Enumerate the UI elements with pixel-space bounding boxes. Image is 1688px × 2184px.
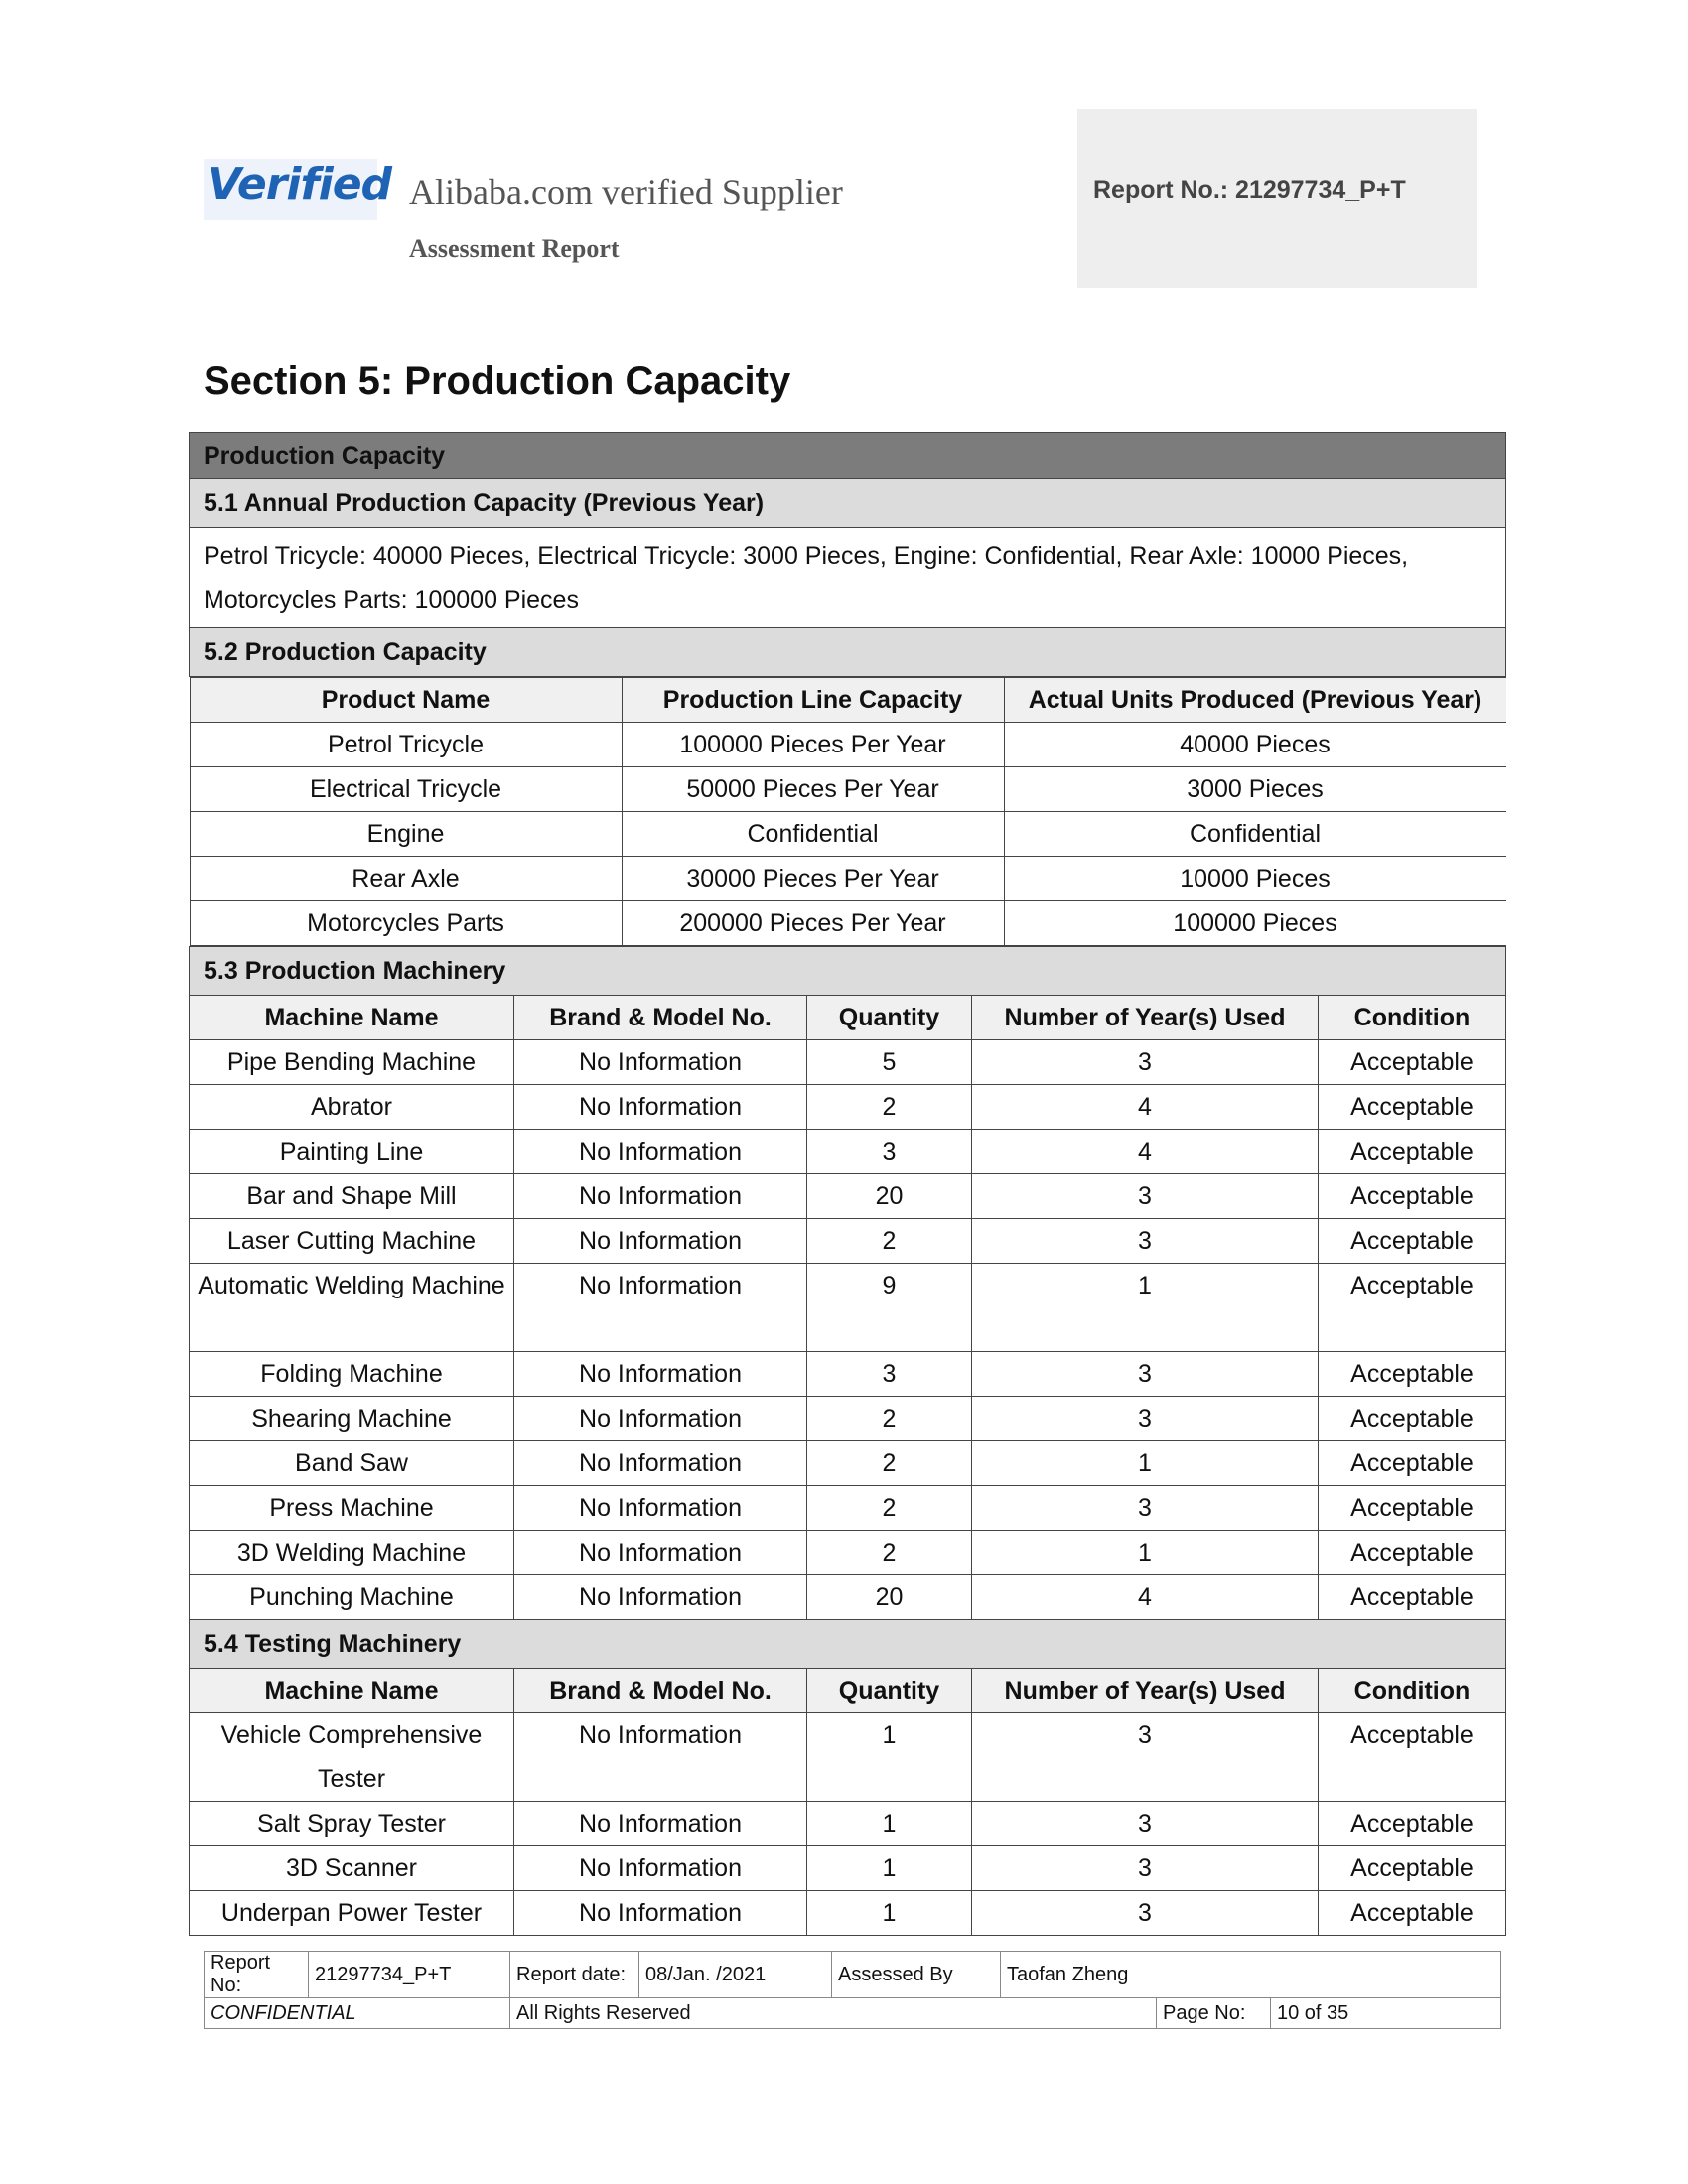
section-title: Section 5: Production Capacity — [204, 359, 791, 403]
table-cell: No Information — [514, 1397, 807, 1441]
table-cell: Acceptable — [1319, 1352, 1506, 1397]
section-5-1-text: Petrol Tricycle: 40000 Pieces, Electrical Tricycle: 3000 Pieces, Engine: Confidential, Rear Axle: 10000 Pieces, Motorcycles Parts: 100000 Pieces — [190, 528, 1506, 628]
table-cell: Automatic Welding Machine — [190, 1264, 514, 1352]
table-cell: Press Machine — [190, 1486, 514, 1531]
table-cell: 40000 Pieces — [1004, 723, 1506, 767]
section-5-2-wrapper — [190, 677, 1506, 947]
table-cell: 2 — [807, 1531, 972, 1575]
table-cell: Acceptable — [1319, 1441, 1506, 1486]
table-cell: 3 — [972, 1219, 1319, 1264]
table-cell: 3 — [807, 1352, 972, 1397]
table-cell: No Information — [514, 1085, 807, 1130]
section-5-2-header-row — [190, 678, 1506, 723]
table-cell: Acceptable — [1319, 1040, 1506, 1085]
table-cell: Punching Machine — [190, 1575, 514, 1620]
table-cell: Confidential — [622, 812, 1004, 857]
verified-logo — [204, 159, 392, 220]
col-condition: Condition — [1319, 1669, 1506, 1713]
table-row — [190, 857, 1506, 901]
table-row — [190, 767, 1506, 812]
footer-page: 10 of 35 — [1271, 1998, 1501, 2029]
section-5-2-table — [190, 677, 1506, 946]
table-cell: Laser Cutting Machine — [190, 1219, 514, 1264]
table-row — [190, 723, 1506, 767]
table-cell: Acceptable — [1319, 1174, 1506, 1219]
table-cell: 100000 Pieces — [1004, 901, 1506, 946]
table-cell: No Information — [514, 1219, 807, 1264]
table-cell: 4 — [972, 1130, 1319, 1174]
table-row — [190, 1130, 1506, 1174]
table-cell: 3 — [972, 1352, 1319, 1397]
table-cell: Confidential — [1004, 812, 1506, 857]
table-cell: Acceptable — [1319, 1085, 1506, 1130]
col-years-used: Number of Year(s) Used — [972, 1669, 1319, 1713]
table-cell: No Information — [514, 1891, 807, 1936]
table-cell: No Information — [514, 1575, 807, 1620]
header-title: Alibaba.com verified Supplier — [409, 172, 843, 211]
table-row — [190, 1441, 1506, 1486]
table-cell: 3 — [972, 1713, 1319, 1802]
table-cell: 9 — [807, 1264, 972, 1352]
table-cell: Acceptable — [1319, 1219, 1506, 1264]
section-5-1-title: 5.1 Annual Production Capacity (Previous Year) — [190, 479, 1506, 528]
col-brand-model: Brand & Model No. — [514, 1669, 807, 1713]
table-row — [190, 1713, 1506, 1802]
table-cell: 3 — [972, 1040, 1319, 1085]
table-cell: 20 — [807, 1575, 972, 1620]
table-cell: 4 — [972, 1575, 1319, 1620]
col-brand-model: Brand & Model No. — [514, 996, 807, 1040]
table-cell: No Information — [514, 1264, 807, 1352]
table-row — [190, 1486, 1506, 1531]
table-row — [190, 1891, 1506, 1936]
table-cell: 3 — [972, 1397, 1319, 1441]
col-line-capacity: Production Line Capacity — [622, 678, 1004, 723]
table-row — [190, 812, 1506, 857]
s53-header-row — [190, 996, 1506, 1040]
col-years-used: Number of Year(s) Used — [972, 996, 1319, 1040]
section-5-2-title: 5.2 Production Capacity — [190, 628, 1506, 677]
table-cell: Acceptable — [1319, 1130, 1506, 1174]
col-quantity: Quantity — [807, 1669, 972, 1713]
report-number: Report No.: 21297734_P+T — [1093, 176, 1406, 204]
s54-header-row — [190, 1669, 1506, 1713]
table-row — [190, 1397, 1506, 1441]
section-5-3-title: 5.3 Production Machinery — [190, 947, 1506, 996]
table-cell: 2 — [807, 1085, 972, 1130]
table-cell: 1 — [807, 1846, 972, 1891]
table-cell: 2 — [807, 1219, 972, 1264]
footer-report-no-label: Report No: — [205, 1952, 309, 1998]
col-product-name: Product Name — [190, 678, 622, 723]
section-5-4-title: 5.4 Testing Machinery — [190, 1620, 1506, 1669]
logo-text: Verified — [208, 159, 392, 209]
table-cell: 2 — [807, 1397, 972, 1441]
table-cell: Acceptable — [1319, 1891, 1506, 1936]
table-cell: 30000 Pieces Per Year — [622, 857, 1004, 901]
table-cell: No Information — [514, 1352, 807, 1397]
table-cell: 2 — [807, 1441, 972, 1486]
footer-rights: All Rights Reserved — [510, 1998, 1157, 2029]
table-row — [190, 901, 1506, 946]
table-cell: 1 — [972, 1531, 1319, 1575]
table-cell: Acceptable — [1319, 1575, 1506, 1620]
table-row — [190, 1085, 1506, 1130]
header-subtitle: Assessment Report — [409, 234, 620, 263]
table-cell: 3 — [972, 1846, 1319, 1891]
table-cell: No Information — [514, 1531, 807, 1575]
production-capacity-table — [189, 432, 1506, 1936]
table-cell: 1 — [972, 1264, 1319, 1352]
footer-report-date: 08/Jan. /2021 — [639, 1952, 832, 1998]
table-cell: Folding Machine — [190, 1352, 514, 1397]
table-band-title: Production Capacity — [190, 433, 1506, 479]
footer-assessed-by-label: Assessed By — [832, 1952, 1001, 1998]
table-cell: Acceptable — [1319, 1264, 1506, 1352]
col-machine-name: Machine Name — [190, 996, 514, 1040]
table-row — [190, 1264, 1506, 1352]
table-row — [190, 1040, 1506, 1085]
table-cell: 3D Scanner — [190, 1846, 514, 1891]
table-cell: Acceptable — [1319, 1802, 1506, 1846]
table-cell: Painting Line — [190, 1130, 514, 1174]
table-cell: No Information — [514, 1713, 807, 1802]
table-cell: Underpan Power Tester — [190, 1891, 514, 1936]
footer-table — [204, 1951, 1501, 2029]
table-cell: 5 — [807, 1040, 972, 1085]
table-cell: Acceptable — [1319, 1713, 1506, 1802]
table-cell: Engine — [190, 812, 622, 857]
table-row — [190, 1802, 1506, 1846]
col-machine-name: Machine Name — [190, 1669, 514, 1713]
table-row — [190, 1575, 1506, 1620]
table-cell: No Information — [514, 1802, 807, 1846]
table-cell: 1 — [972, 1441, 1319, 1486]
table-cell: No Information — [514, 1846, 807, 1891]
footer-report-date-label: Report date: — [510, 1952, 639, 1998]
col-condition: Condition — [1319, 996, 1506, 1040]
table-cell: 3 — [972, 1486, 1319, 1531]
table-row — [190, 1219, 1506, 1264]
table-cell: 3 — [807, 1130, 972, 1174]
table-cell: 1 — [807, 1713, 972, 1802]
table-cell: 20 — [807, 1174, 972, 1219]
report-number-box — [1077, 109, 1477, 288]
table-cell: No Information — [514, 1174, 807, 1219]
table-cell: 200000 Pieces Per Year — [622, 901, 1004, 946]
table-cell: No Information — [514, 1486, 807, 1531]
table-cell: 1 — [807, 1891, 972, 1936]
table-cell: Pipe Bending Machine — [190, 1040, 514, 1085]
table-row — [190, 1352, 1506, 1397]
table-cell: Motorcycles Parts — [190, 901, 622, 946]
table-cell: 3 — [972, 1174, 1319, 1219]
footer-page-label: Page No: — [1157, 1998, 1271, 2029]
footer-confidential: CONFIDENTIAL — [205, 1998, 510, 2029]
table-cell: 3 — [972, 1802, 1319, 1846]
table-cell: Rear Axle — [190, 857, 622, 901]
table-cell: No Information — [514, 1040, 807, 1085]
table-cell: Electrical Tricycle — [190, 767, 622, 812]
footer-assessed-by: Taofan Zheng — [1001, 1952, 1501, 1998]
table-cell: Abrator — [190, 1085, 514, 1130]
footer-report-no: 21297734_P+T — [309, 1952, 510, 1998]
table-cell: Acceptable — [1319, 1397, 1506, 1441]
table-cell: Vehicle Comprehensive Tester — [190, 1713, 514, 1802]
table-row — [190, 1174, 1506, 1219]
table-cell: Band Saw — [190, 1441, 514, 1486]
table-cell: 3D Welding Machine — [190, 1531, 514, 1575]
table-cell: Acceptable — [1319, 1846, 1506, 1891]
table-cell: 100000 Pieces Per Year — [622, 723, 1004, 767]
table-cell: 10000 Pieces — [1004, 857, 1506, 901]
table-cell: 50000 Pieces Per Year — [622, 767, 1004, 812]
table-row — [190, 1846, 1506, 1891]
table-cell: 2 — [807, 1486, 972, 1531]
table-cell: 4 — [972, 1085, 1319, 1130]
table-cell: 1 — [807, 1802, 972, 1846]
table-cell: Bar and Shape Mill — [190, 1174, 514, 1219]
table-cell: Petrol Tricycle — [190, 723, 622, 767]
table-row — [190, 1531, 1506, 1575]
col-quantity: Quantity — [807, 996, 972, 1040]
table-cell: Acceptable — [1319, 1486, 1506, 1531]
col-actual-units: Actual Units Produced (Previous Year) — [1004, 678, 1506, 723]
table-cell: Acceptable — [1319, 1531, 1506, 1575]
table-cell: No Information — [514, 1441, 807, 1486]
table-cell: No Information — [514, 1130, 807, 1174]
table-cell: 3000 Pieces — [1004, 767, 1506, 812]
table-cell: Shearing Machine — [190, 1397, 514, 1441]
table-cell: 3 — [972, 1891, 1319, 1936]
table-cell: Salt Spray Tester — [190, 1802, 514, 1846]
